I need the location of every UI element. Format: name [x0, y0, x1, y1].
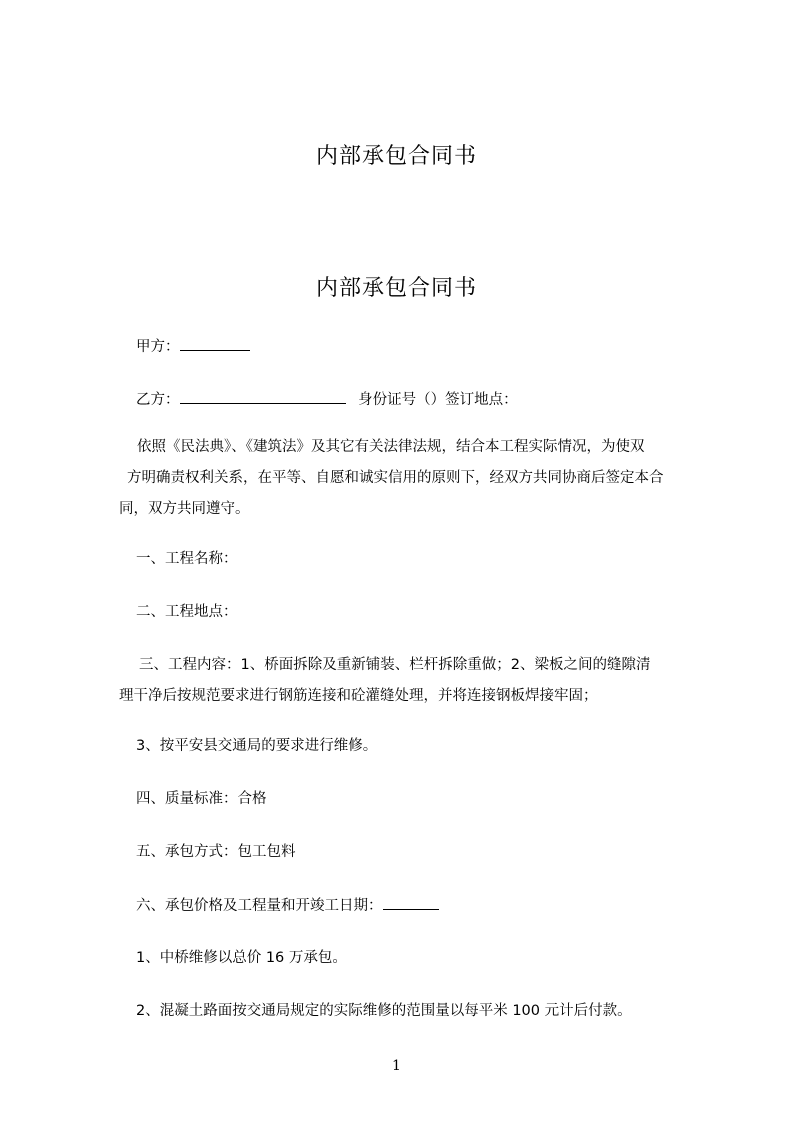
section-6-line	[136, 895, 439, 916]
party-b-line	[136, 389, 518, 410]
party-a-line	[136, 336, 250, 357]
section-6: 六、承包价格及工程量和开竣工日期：	[136, 898, 383, 914]
intro-line-3: 同，双方共同遵守。	[119, 501, 250, 517]
section-4: 四、质量标准：合格	[136, 791, 267, 807]
section-3-line-1: 三、工程内容：1、桥面拆除及重新铺装、栏杆拆除重做；2、梁板之间的缝隙清	[139, 657, 651, 673]
section-1: 一、工程名称：	[136, 551, 238, 567]
party-b-suffix: 身份证号（）签订地点：	[358, 392, 518, 408]
item-2: 2、混凝土路面按交通局规定的实际维修的范围量以每平米 100 元计后付款。	[136, 1003, 632, 1019]
section-3-line-2: 理干净后按规范要求进行钢筋连接和砼灌缝处理，并将连接钢板焊接牢固；	[119, 688, 598, 704]
item-1: 1、中桥维修以总价 16 万承包。	[136, 950, 347, 966]
cover-title: 内部承包合同书	[315, 144, 477, 169]
party-a-blank	[180, 336, 250, 351]
intro-paragraph-cont	[127, 463, 664, 494]
party-b-label: 乙方：	[136, 392, 180, 408]
main-title: 内部承包合同书	[315, 276, 477, 301]
party-a-label: 甲方：	[136, 339, 180, 355]
section-2: 二、工程地点：	[136, 604, 238, 620]
section-5: 五、承包方式：包工包料	[136, 844, 296, 860]
section-3	[139, 650, 650, 681]
intro-line-2: 方明确责权利关系，在平等、自愿和诚实信用的原则下，经双方共同协商后签定本合	[127, 470, 664, 486]
section-3-cont	[119, 681, 598, 712]
section-3-item-3: 3、按平安县交通局的要求进行维修。	[136, 738, 378, 754]
page-number: 1	[392, 1058, 401, 1074]
intro-paragraph	[137, 432, 645, 463]
section-6-blank	[383, 895, 439, 910]
intro-paragraph-end	[119, 494, 250, 525]
party-b-blank	[180, 389, 346, 404]
intro-line-1: 依照《民法典》、《建筑法》及其它有关法律法规，结合本工程实际情况，为使双	[137, 439, 645, 455]
